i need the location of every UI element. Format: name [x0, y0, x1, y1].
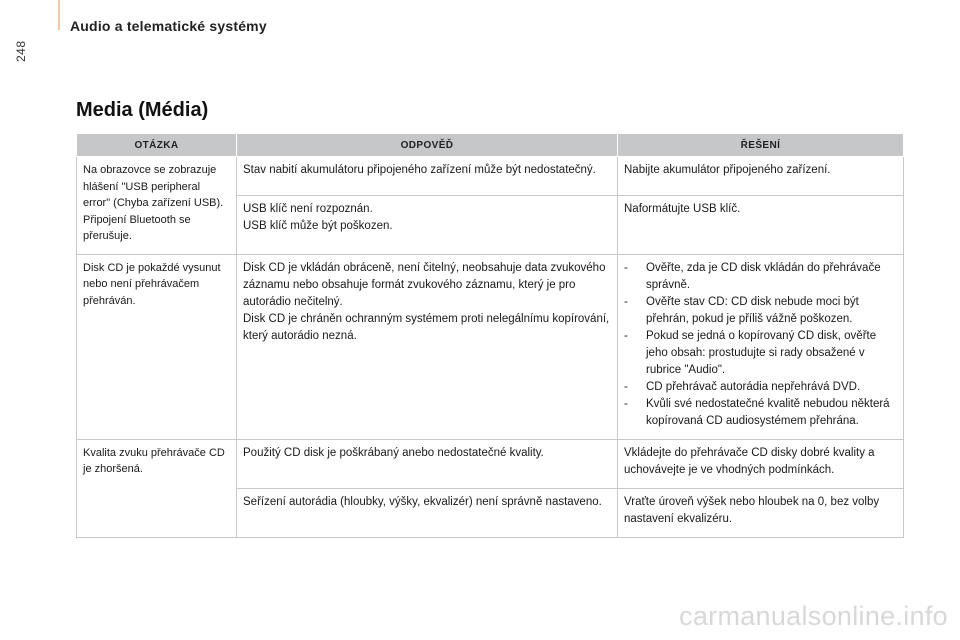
bullet-text: Ověřte stav CD: CD disk nebude moci být přehrán, pokud je příliš vážně poškozen.: [646, 295, 859, 325]
solution-cell: Vraťte úroveň výšek nebo hloubek na 0, bez volby nastavení ekvalizéru.: [618, 488, 904, 537]
column-header-answer: ODPOVĚĎ: [237, 134, 618, 157]
column-header-question: OTÁZKA: [77, 134, 237, 157]
column-header-solution: ŘEŠENÍ: [618, 134, 904, 157]
page-number: 248: [14, 40, 28, 62]
answer-cell: Stav nabití akumulátoru připojeného zařízení může být nedostatečný.: [237, 157, 618, 196]
bullet-dash: -: [624, 329, 628, 342]
bullet-dash: -: [624, 380, 628, 393]
answer-cell: Použitý CD disk je poškrábaný anebo nedostatečné kvality.: [237, 439, 618, 488]
solution-list-item: [624, 294, 897, 328]
answer-cell: Disk CD je vkládán obráceně, není čitelný, neobsahuje data zvukového záznamu nebo obsahuje formát zvukového záznamu, který je pro autorádio nečitelný. Disk CD je chráněn ochranným systémem proti nelegálnímu kopírování, který autorádio nezná.: [237, 254, 618, 439]
bullet-text: CD přehrávač autorádia nepřehrává DVD.: [646, 380, 861, 393]
solution-list-item: [624, 328, 897, 379]
bullet-text: Ověřte, zda je CD disk vkládán do přehrávače správně.: [646, 261, 881, 291]
solution-list-item: [624, 396, 897, 430]
question-cell: Kvalita zvuku přehrávače CD je zhoršená.: [77, 439, 237, 537]
question-cell: Disk CD je pokaždé vysunut nebo není přehrávačem přehráván.: [77, 254, 237, 439]
section-title: Media (Média): [76, 99, 209, 121]
solution-list-item: [624, 260, 897, 294]
chapter-title: Audio a telematické systémy: [70, 18, 267, 34]
answer-cell: Seřízení autorádia (hloubky, výšky, ekvalizér) není správně nastaveno.: [237, 488, 618, 537]
solution-cell: Vkládejte do přehrávače CD disky dobré kvality a uchovávejte je ve vhodných podmínkách.: [618, 439, 904, 488]
troubleshooting-table: [76, 133, 904, 538]
question-cell: Na obrazovce se zobrazuje hlášení "USB peripheral error" (Chyba zařízení USB). Připojení Bluetooth se přerušuje.: [77, 157, 237, 255]
bullet-dash: -: [624, 295, 628, 308]
header-accent-bar: [58, 0, 60, 30]
table-header-row: [77, 134, 904, 157]
table-body: [77, 157, 904, 538]
solution-cell: Naformátujte USB klíč.: [618, 195, 904, 254]
bullet-text: Pokud se jedná o kopírovaný CD disk, ověřte jeho obsah: prostudujte si rady obsažené v rubrice "Audio".: [646, 329, 877, 376]
solution-list-item: [624, 379, 897, 396]
table-row: [77, 157, 904, 196]
solution-list: [624, 260, 897, 430]
solution-cell: Nabijte akumulátor připojeného zařízení.: [618, 157, 904, 196]
bullet-dash: -: [624, 397, 628, 410]
watermark: carmanualsonline.info: [679, 601, 948, 631]
bullet-dash: -: [624, 261, 628, 274]
answer-cell: USB klíč není rozpoznán. USB klíč může být poškozen.: [237, 195, 618, 254]
table-row: [77, 254, 904, 439]
solution-cell: [618, 254, 904, 439]
bullet-text: Kvůli své nedostatečné kvalitě nebudou některá kopírovaná CD audiosystémem přehrána.: [646, 397, 890, 427]
table-row: [77, 439, 904, 488]
